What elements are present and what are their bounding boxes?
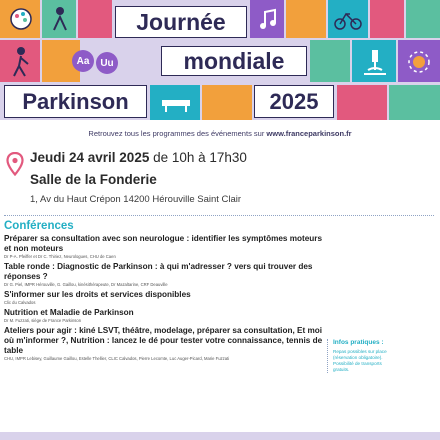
list-item xyxy=(4,234,324,260)
event-venue: Salle de la Fonderie xyxy=(30,172,157,187)
title-line-mondiale: mondiale xyxy=(161,46,307,76)
decor-tile xyxy=(389,85,440,120)
title-line-parkinson: Parkinson xyxy=(4,85,147,118)
decor-tile xyxy=(286,0,326,38)
music-note-icon xyxy=(258,8,278,30)
list-item xyxy=(4,262,324,288)
practical-info xyxy=(327,339,427,373)
decor-tile xyxy=(78,0,112,38)
conferences-heading: Conférences xyxy=(4,220,74,232)
sun-icon xyxy=(405,48,433,76)
conference-speakers: Dr M. Fuzzati, siège de France Parkinson xyxy=(4,318,82,323)
event-time: de 10h à 17h30 xyxy=(149,150,247,165)
conference-title: S'informer sur les droits et services disponibles xyxy=(4,290,191,299)
conference-title: Ateliers pour agir : kiné LSVT, théâtre, modelage, préparer sa consultation, Et moi où m'informer ?, Nutrition : lancez le dé pour tester votre connaissance, tennis de table xyxy=(4,326,323,355)
footer-band xyxy=(0,432,440,440)
table-tennis-icon xyxy=(160,92,192,114)
list-item xyxy=(4,290,324,306)
conference-title: Préparer sa consultation avec son neurologue : identifier les symptômes moteurs et non moteurs xyxy=(4,234,323,253)
practical-info-heading: Infos pratiques : xyxy=(333,339,384,346)
decor-tile xyxy=(337,85,387,120)
title-line-journee: Journée xyxy=(115,6,247,38)
programmes-link[interactable]: www.franceparkinson.fr xyxy=(266,129,352,138)
conference-speakers: Dr G. Piel, IMPR Hérouville, G. Gaillou, kinésithérapeute, Dr Mazaltarine, CRF Deauville xyxy=(4,282,168,287)
header-banner xyxy=(0,0,440,120)
divider xyxy=(4,215,434,216)
conference-speakers: CHU, IMPR Lebisey, Guillaume Gaillou, Estelle Thellier, CLIC Calvados, Pierre Lecomte, Luc Auger-Picard, Marie Fuzzati xyxy=(4,356,230,361)
conference-title: Nutrition et Maladie de Parkinson xyxy=(4,308,134,317)
decor-tile xyxy=(202,85,252,120)
title-year: 2025 xyxy=(254,85,334,118)
practical-info-line: gratuits. xyxy=(333,367,350,372)
event-address: 1, Av du Haut Crépon 14200 Hérouville Saint Clair xyxy=(30,194,242,205)
figure-icon xyxy=(48,6,72,32)
list-item xyxy=(4,308,324,324)
event-day: Jeudi 24 avril 2025 xyxy=(30,150,150,165)
programmes-line xyxy=(0,129,440,138)
practical-info-line: (réservation obligatoire). xyxy=(333,355,383,360)
decor-tile xyxy=(370,0,404,38)
conference-title: Table ronde : Diagnostic de Parkinson : à qui m'adresser ? vers qui trouver des réponses ? xyxy=(4,262,313,281)
practical-info-line: Possibilité de transports xyxy=(333,361,382,366)
decor-tile xyxy=(406,0,440,38)
programmes-text: Retrouvez tous les programmes des événements sur xyxy=(88,129,267,138)
bubble-uu: Uu xyxy=(96,52,118,74)
location-pin-icon xyxy=(6,152,24,176)
conference-speakers: Clic du Calvados xyxy=(4,300,36,305)
hiker-icon xyxy=(8,46,34,78)
conference-list xyxy=(4,234,324,364)
list-item xyxy=(4,326,324,362)
bicycle-icon xyxy=(334,8,362,32)
microscope-icon xyxy=(360,48,390,76)
decor-tile xyxy=(310,40,350,82)
bubble-aa: Aa xyxy=(72,50,94,72)
paint-icon xyxy=(8,6,34,32)
event-date xyxy=(30,150,247,165)
practical-info-line: Repas possibles sur place xyxy=(333,349,387,354)
conference-speakers: Dr P-A. Pfeiffer et Dr C. Thiriez, Neurologues, CHU de Caen xyxy=(4,254,116,259)
